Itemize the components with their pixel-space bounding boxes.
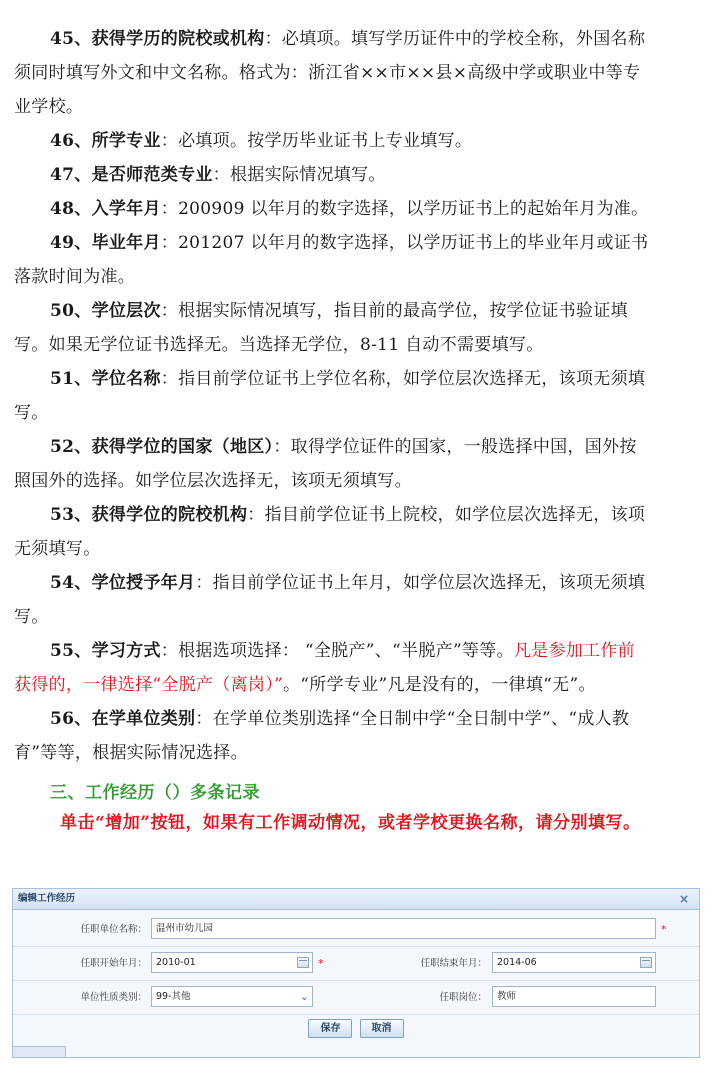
list-item: 49、毕业年月：201207 以年月的数字选择，以学历证书上的毕业年月或证书落款时间为准。 [14, 233, 649, 287]
list-item: 48、入学年月：200909 以年月的数字选择，以学历证书上的起始年月为准。 [50, 199, 649, 219]
unit-name-label: 任职单位名称： [80, 924, 147, 935]
list-item: 51、学位名称：指目前学位证书上学位名称，如学位层次选择无，该项无须填写。 [14, 369, 646, 423]
required-mark: * [661, 923, 667, 936]
edit-work-experience-dialog [12, 888, 700, 1058]
footer-tab [13, 1046, 66, 1057]
calendar-icon[interactable] [640, 957, 652, 968]
list-item: 50、学位层次：根据实际情况填写，指目前的最高学位，按学位证书验证填写。如果无学位证书选择无。当选择无学位，8-11 自动不需要填写。 [14, 301, 628, 355]
list-item: 52、获得学位的国家（地区）：取得学位证件的国家，一般选择中国，国外按照国外的选择。如学位层次选择无，该项无须填写。 [14, 437, 637, 491]
post-input[interactable]: 教师 [492, 986, 656, 1007]
notice-text: 单击“增加”按钮，如果有工作调动情况，或者学校更换名称，请分别填写。 [60, 813, 641, 833]
list-item: 56、在学单位类别：在学单位类别选择“全日制中学“全日制中学”、“成人教育”等等，根据实际情况选择。 [14, 709, 630, 763]
start-date-label: 任职开始年月： [80, 958, 147, 969]
unit-type-label: 单位性质类别： [80, 992, 147, 1003]
cancel-button[interactable]: 取消 [360, 1019, 404, 1038]
required-mark: * [318, 957, 324, 970]
unit-type-value: 99-其他 [156, 991, 191, 1002]
end-date-value: 2014-06 [497, 957, 537, 968]
unit-type-select[interactable] [151, 986, 313, 1007]
list-item: 53、获得学位的院校机构：指目前学位证书上院校，如学位层次选择无，该项无须填写。 [14, 505, 646, 559]
form-row-dates [13, 947, 699, 981]
post-label: 任职岗位： [439, 992, 487, 1003]
dialog-buttons [13, 1019, 699, 1038]
end-date-input[interactable] [492, 952, 656, 973]
calendar-icon[interactable] [297, 957, 309, 968]
document-body [0, 22, 713, 838]
close-icon[interactable]: × [678, 892, 689, 906]
list-item: 47、是否师范类专业：根据实际情况填写。 [50, 165, 386, 185]
section-title: 三、工作经历（）多条记录 [50, 783, 260, 803]
list-item: 54、学位授予年月：指目前学位证书上年月，如学位层次选择无，该项无须填写。 [14, 573, 646, 627]
form-row-type [13, 981, 699, 1015]
red-note: 凡是参加工作前获得的，一律选择“全脱产（离岗）” [14, 641, 635, 695]
list-item: 45、获得学历的院校或机构：必填项。填写学历证件中的学校全称，外国名称须同时填写外文和中文名称。格式为：浙江省××市××县×高级中学或职业中等专业学校。 [14, 29, 646, 117]
list-item: 46、所学专业：必填项。按学历毕业证书上专业填写。 [50, 131, 473, 151]
chevron-down-icon[interactable]: ⌄ [299, 990, 309, 1003]
work-form [13, 913, 699, 1015]
start-date-input[interactable] [151, 952, 313, 973]
start-date-value: 2010-01 [156, 957, 196, 968]
list-item-study-mode: 55、学习方式：根据选项选择： “全脱产”、“半脱产”等等。凡是参加工作前获得的，一律选择“全脱产（离岗）”。“所学专业”凡是没有的，一律填“无”。 [14, 641, 635, 695]
unit-name-input[interactable]: 温州市幼儿园 [151, 918, 656, 939]
dialog-header [13, 889, 699, 910]
form-row-unit [13, 913, 699, 947]
save-button[interactable]: 保存 [308, 1019, 352, 1038]
end-date-label: 任职结束年月： [420, 958, 487, 969]
dialog-title: 编辑工作经历 [18, 893, 76, 904]
